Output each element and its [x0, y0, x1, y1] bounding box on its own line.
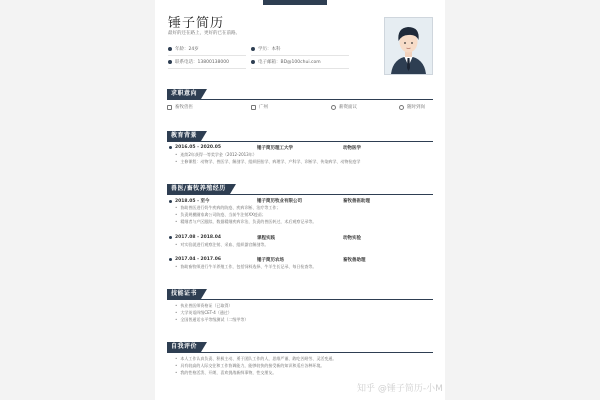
resume-motto: 最好的还在路上，更好的已在前路。	[168, 31, 240, 36]
list-item: • 执业兽医师资格证（已取得）	[175, 303, 425, 309]
list-item: • 大学英语四级CET-4（通过）	[175, 310, 425, 316]
section-title: 自我评价	[167, 342, 201, 352]
section-self-evaluation	[167, 342, 433, 354]
resume-page: 锤子简历 最好的还在路上，更好的已在前路。 年龄：24岁 学历：本科 联系电话：13800138000 电子邮箱：BD@100chui.com 求职意向 畜牧兽医 广州 薪资面议 随时到岗 教育背景 2016.05 - 2020.05 锤子简历理工大学 动物医学 • 连续2年获得一等奖学金（2012-2013年） • 主修课程：动物学、兽医学、解剖学、组织胚胎学、病理学、产科学、诊断学、传染病学、动物检疫学 兽医/畜牧养殖经历 2018.05 - 至今 锤子简历牧业有限公司 畜牧兽医助理 • 协助兽医进行奶牛疾病的防疫、疾病诊断、治疗等工作； • 负责规模圈家禽公司防疫、当前牛注射XX疫苗； • 精细者与产区跟踪，数据精细疾病诊治，负责的兽医转过，术后观察记录等。 2017.08 - 2018.04 课程实践 动物实验 • 对实验就进行观察注射、采血、组织器官解剖等。 2017.04 - 2017.06 锤子简历农场 畜牧兽助理 • 协助畜牧师进行牛羊养殖工作，包括饲料选择、牛羊生长记录、每日检查等。 技能证书 • 执业兽医师资格证（已取得） • 大学英语四级CET-4（通过） • 全国普通话水平等级测试（二级甲等） 自我评价 • 本人工作认真负责、积极主动、勇于团队工作的人，思维严谨、敢吃苦耐劳、灵活变通。 • 具有较高的人际交往和工作协调能力，能够较快的接受新的知识和适应各种环境。 • 我的性格活泼、开朗，喜欢挑战新鲜事物，性交朋友。	[155, 0, 445, 400]
section-rule	[167, 299, 433, 300]
phone-icon	[168, 60, 172, 64]
watermark: 知乎 @锤子简历-小M	[357, 384, 443, 394]
section-title: 求职意向	[167, 89, 201, 99]
list-item: • 具有较高的人际交往和工作协调能力，能够较快的接受新的知识和适应各种环境。	[175, 363, 425, 369]
phone-info: 联系电话：13800138000	[168, 59, 229, 65]
intent-availability: 随时到岗	[399, 104, 425, 110]
section-education	[167, 131, 433, 143]
section-skills	[167, 289, 433, 301]
list-item: • 协助兽医进行奶牛疾病的防疫、疾病诊断、治疗等工作；	[175, 205, 425, 211]
section-job-intent	[167, 89, 433, 101]
list-item: • 主修课程：动物学、兽医学、解剖学、组织胚胎学、病理学、产科学、诊断学、传染病学、动物检疫学	[175, 159, 425, 165]
mail-icon	[251, 60, 255, 64]
section-rule	[167, 141, 433, 142]
money-icon	[331, 105, 336, 110]
education-info: 学历：本科	[251, 46, 281, 52]
timeline-dot-icon	[169, 146, 172, 149]
intent-salary: 薪资面议	[331, 104, 357, 110]
list-item: • 精细者与产区跟踪，数据精细疾病诊治，负责的兽医转过，术后观察记录等。	[175, 219, 425, 225]
list-item: • 本人工作认真负责、积极主动、勇于团队工作的人，思维严谨、敢吃苦耐劳、灵活变通。	[175, 356, 425, 362]
list-item: • 协助畜牧师进行牛羊养殖工作，包括饲料选择、牛羊生长记录、每日检查等。	[175, 264, 425, 270]
list-item: • 全国普通话水平等级测试（二级甲等）	[175, 317, 425, 323]
divider	[168, 55, 246, 56]
list-item: • 连续2年获得一等奖学金（2012-2013年）	[175, 152, 425, 158]
intent-position: 畜牧兽医	[167, 104, 193, 110]
intent-city: 广州	[251, 104, 268, 110]
list-item: • 负责规模圈家禽公司防疫、当前牛注射XX疫苗；	[175, 212, 425, 218]
person-icon	[168, 47, 172, 51]
resume-name: 锤子简历	[168, 16, 225, 31]
timeline-dot-icon	[169, 200, 172, 203]
section-title: 教育背景	[167, 131, 201, 141]
age-info: 年龄：24岁	[168, 46, 199, 52]
list-item: • 对实验就进行观察注射、采血、组织器官解剖等。	[175, 242, 425, 248]
profile-photo	[384, 17, 433, 75]
section-title: 兽医/畜牧养殖经历	[167, 184, 230, 194]
section-rule	[167, 99, 433, 100]
avatar-icon	[385, 18, 432, 74]
clock-icon	[399, 105, 404, 110]
graduation-icon	[251, 47, 255, 51]
divider	[251, 55, 349, 56]
timeline-dot-icon	[169, 236, 172, 239]
timeline-dot-icon	[169, 258, 172, 261]
section-title: 技能证书	[167, 289, 201, 299]
header-accent-bar	[263, 0, 327, 5]
briefcase-icon	[167, 105, 172, 110]
list-item: • 我的性格活泼、开朗，喜欢挑战新鲜事物，性交朋友。	[175, 370, 425, 376]
email-info: 电子邮箱：BD@100chui.com	[251, 59, 321, 65]
section-rule	[167, 352, 433, 353]
section-experience	[167, 184, 433, 196]
location-icon	[251, 105, 256, 110]
section-rule	[167, 194, 433, 195]
divider	[168, 68, 246, 69]
divider	[251, 68, 349, 69]
